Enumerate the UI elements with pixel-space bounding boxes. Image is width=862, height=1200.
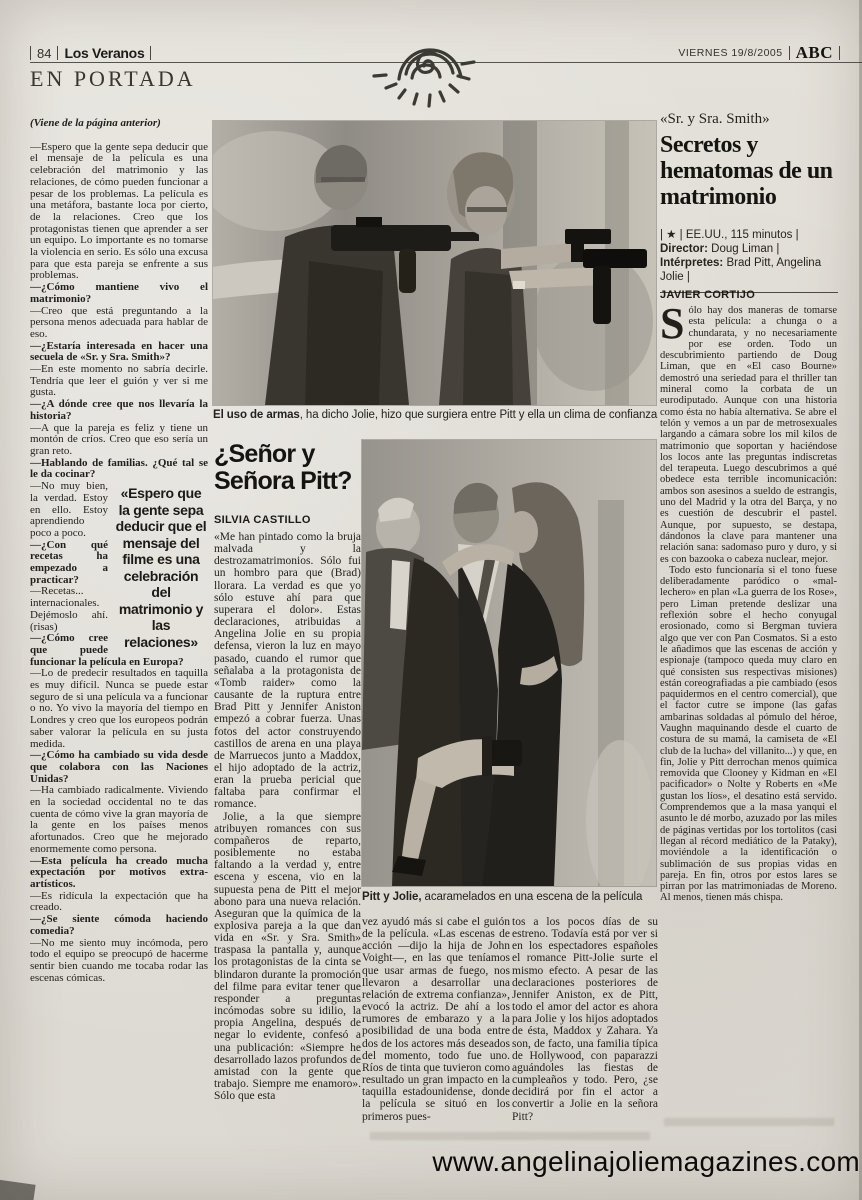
divider — [57, 46, 58, 60]
watermark-url: www.angelinajoliemagazines.com — [432, 1146, 860, 1177]
paragraph: Jolie, a la que siempre atribuyen romances con sus compañeros de reparto, posiblemente no estaba faltando a la verdad y, entre escena y escena, vio en la supuesta pena de Pitt el mejor abono para una nueva relación. Aseguran que la química de la explosiva pareja a la que dan vida en «Sr. y Sra. Smith» traspasa la pantalla y, aunque los protagonistas de la cinta se blindaron durante la promoción del filme para evitar tener que responder a preguntas incómodas sobre su idilio, la propia Angelina, después de negar lo evidente, confesó a una publicación: «Siempre he desarrollado lazos profundos de amistad con la gente que trabajo. Siempre me enamoro». Sólo que esta — [214, 810, 361, 1103]
scan-artifact — [0, 1179, 36, 1200]
review-p1: ólo hay dos maneras de tomarse esta película: a chunga o a chundarata, y no necesariamente por ese orden. Todo un descubrimiento partiendo de Doug Liman, que en «El caso Bourne» demostró una seriedad para el thriller tan mineral como la corbata de un eurodiputado. Aunque con una historia como ésta no había alternativa. Se abre el telón y vemos a un par de metrosexuales largando a cámara sobre los mil kilos de matrimonio que soportan y haciéndose los locos ante las preguntas indiscretas del terapeuta. Luego descubrimos a qué obedece esta terrible incomunicación: ambos son asesinos a sueldo de estrangis, uno del Madrid y la otra del Barça, y no es cuestión de descubrir el pastel. Aunque, por supuesto, se destapa, dándonos la clave para mantener una relación sana: sadomaso puro y duro, y si es con bazooka o cabeza nuclear, mejor. — [660, 305, 837, 565]
director-value: Doug Liman | — [707, 243, 780, 255]
article-headline: ¿Señor y Señora Pitt? — [214, 440, 352, 495]
paragraph: —¿Cómo ha cambiado su vida desde que colabora con las Naciones Unidas? — [30, 749, 208, 785]
paragraph: tos a los pocos días de su estreno. Todavía está por ver si en los espectadores españoles el romance Pitt-Jolie surte el mismo efecto. A pesar de las declaraciones posteriores de Jennifer Aniston, ex de Pitt, todo el amor del actor es ahora para Jolie y los hijos adoptados de ésta, Maddox y Zahara. Ya son, de facto, una familia típica de Hollywood, con paparazzi aguándoles las fiestas de cumpleaños y todo. Pero, ¿se decidirá por fin el actor a convertir a Jolie en la señora Pitt? — [512, 916, 658, 1123]
photo1-caption-rest: , ha dicho Jolie, hizo que surgiera entre Pitt y ella un clima de confianza — [299, 409, 658, 421]
photo-dance-scene — [362, 440, 656, 886]
header-right — [678, 43, 840, 63]
photo2-caption-lead: Pitt y Jolie, — [362, 891, 422, 903]
continued-note: (Viene de la página anterior) — [30, 118, 161, 129]
paragraph: —Es ridícula la expectación que ha creado. — [30, 889, 208, 914]
cast-label: Intérpretes: — [660, 257, 724, 269]
paragraph: —Ha cambiado radicalmente. Viviendo en la sociedad occidental no te das cuenta de cómo vive la gran mayoría de la gente en los países menos afortunados. Creo que he mejorado enormemente como persona. — [30, 784, 208, 855]
review-title: Secretos y hematomas de un matrimonio — [660, 132, 833, 210]
paragraph: Todo esto funcionaría si el tono fuese deliberadamente paródico o «mal-lechero» en plan «La guerra de los Rose», pero Liman pretende deslizar una reflexión sobre el hecho conyugal erosionado, como si Bergman tuviera algo que ver con Pan Cosmatos. Si a esto le añadimos que las escenas de acción y espionaje (tampoco queda muy claro en qué consisten sus respectivas misiones) están coreografiadas a pie cambiado (esos paquidermos en el centro comercial), que el factor cutre se impone (las gafas ambarinas soldadas al pómulo del héroe, Vaughn maquinando desde el cuarto de costura de su mamá, la camiseta de «El club de la lucha» del villanito...) y que, en fin, Jolie y Pitt derrochan menos química removida que Clooney y Kidman en «El pacificador» o Nolte y Roberts en «Me gustan los líos», el desatino está servido. Comprendemos que a la masa yanqui el asunto le dé morbo, azuzado por las miles de páginas vertidas por los tortolitos (casi llegan al récord mediático de la Pataky), moviéndole a la identificación o sublimación de sus propias vidas en pareja. En fin, otros por estos lares se pirran por las matrimoniadas de Moreno. Al menos, tienen más chispa. — [660, 564, 837, 904]
sun-doodle-icon — [366, 46, 484, 117]
paragraph: —¿Con qué recetas ha empezado a practicar? — [30, 538, 108, 586]
photo1-caption-lead: El uso de armas — [213, 409, 300, 421]
paragraph: —No me siento muy incómoda, pero todo el equipo se preocupó de hacerme sentir bien cuando me tocaba rodar las escenas cómicas. — [30, 936, 208, 984]
paragraph: —Creo que está preguntando a la persona menos adecuada para hablar de eso. — [30, 304, 208, 340]
paragraph: —¿Estaría interesada en hacer una secuela de «Sr. y Sra. Smith»? — [30, 339, 208, 364]
paragraph: —¿Cómo cree que puede funcionar la película en Europa? — [30, 632, 184, 668]
page-number: 84 — [37, 45, 52, 61]
scan-bleed — [370, 1132, 650, 1140]
interview-tail — [30, 668, 208, 984]
paragraph: —¿Cómo mantiene vivo el matrimonio? — [30, 281, 208, 305]
interview-lead — [30, 142, 208, 481]
divider — [30, 46, 31, 60]
divider — [839, 46, 840, 60]
paragraph: —Espero que la gente sepa deducir que el mensaje de la película es una celebración del matrimonio y las relaciones, de cómo pueden funcionar a pesar de los problemas. La película es una metáfora, bastante loca por cierto, de la relaciones. Creo que los protagonistas tienen que aprender a ser un equipo. Lo importante es no tomarse la violencia en serio. Es sólo una excusa para que esta pareja se enfrente a sus problemas. — [30, 140, 208, 282]
photo2-caption-rest: acaramelados en una escena de la película — [421, 891, 643, 903]
paragraph: —¿Se siente cómoda haciendo comedia? — [30, 913, 208, 937]
paragraph: —Esta película ha creado mucha expectación por motivos extra-artísticos. — [30, 854, 208, 890]
paragraph: —Hablando de familias. ¿Qué tal se le da cocinar? — [30, 456, 208, 481]
review-kicker: «Sr. y Sra. Smith» — [660, 111, 770, 127]
article-byline: SILVIA CASTILLO — [214, 514, 311, 526]
credits-lead: | ★ | EE.UU., 115 minutos | — [660, 229, 799, 241]
review-byline: JAVIER CORTIJO — [660, 289, 756, 301]
paragraph — [660, 305, 837, 565]
abc-masthead: ABC — [795, 43, 833, 62]
drop-cap: S — [660, 305, 685, 348]
paragraph: —A que la pareja es feliz y tiene un montón de críos. Creo que eso sería un gran reto. — [30, 421, 208, 457]
scan-bleed — [664, 1118, 834, 1126]
section-kicker: EN PORTADA — [30, 66, 196, 91]
paragraph: «Me han pintado como la bruja malvada y la destrozamatrimonios. Sólo fui un hombro para que (Brad) llorara. La verdad es que yo sólo estuve ahí para que superara el dolor». Estas declaraciones, atribuidas a Angelina Jolie en su propia defensa, vieron la luz en mayo pasado, cuando el rumor que señalaba a la protagonista de «Tomb raider» como la causante de la ruptura entre Brad Pitt y Jennifer Aniston empezó a cobrar fuerza. Unas fotos del actor construyendo castillos de arena en una playa de Marruecos junto a Maddox, el hijo adoptado de la actriz, eran la prueba pericial que faltaba para confirmar el romance. — [214, 531, 361, 811]
article-col1 — [214, 531, 361, 1193]
interview-column — [30, 118, 208, 1090]
paragraph: —¿A dónde cree que nos llevaría la historia? — [30, 398, 208, 422]
cast-value: Brad Pitt, Angelina Jolie | — [660, 257, 822, 283]
pull-quote: «Espero que la gente sepa deducir que el mensaje del filme es una celebración del matrimonio y las relaciones» — [115, 485, 207, 650]
divider — [150, 46, 151, 60]
paragraph: —Lo de predecir resultados en taquilla es muy difícil. Nunca se puede estar seguro de si una película va a funcionar o no. Yo vivo la mayoría del tiempo en Londres y creo que los europeos podrán saber valorar la película en su justa medida. — [30, 667, 208, 750]
director-label: Director: — [660, 243, 708, 255]
review-body — [660, 305, 837, 1117]
header-left — [30, 45, 151, 61]
paragraph: vez ayudó más si cabe el guión de la película. «Las escenas de acción —dijo la hija de John Voight—, en las que teníamos que usar armas de fuego, nos llevaron a desarrollar una relación de extrema confianza», evocó la actriz. De ahí a los rumores de embarazo y a la posibilidad de una boda entre dos de los actores más deseados del momento, todo fue uno. Ríos de tinta que tuvieron como resultado un gran impacto en la taquilla estadounidense, donde la película se situó en los primeros pues- — [362, 916, 510, 1123]
photo2-caption — [362, 891, 658, 903]
photo1-caption — [213, 409, 658, 421]
paragraph: —Recetas... internacionales. Dejémoslo ahí. (risas) — [30, 585, 108, 633]
interview-wrapzone — [30, 481, 208, 668]
review-credits — [660, 228, 838, 293]
divider — [789, 46, 790, 60]
issue-date: VIERNES 19/8/2005 — [678, 47, 783, 59]
paragraph: —No muy bien, la verdad. Estoy en ello. Estoy aprendiendo poco a poco. — [30, 480, 108, 539]
paragraph: —En este momento no sabría decirle. Tendría que leer el guión y ver si me gusta. — [30, 363, 208, 399]
section-title: Los Veranos — [64, 45, 145, 61]
photo-guns-scene — [213, 121, 656, 405]
